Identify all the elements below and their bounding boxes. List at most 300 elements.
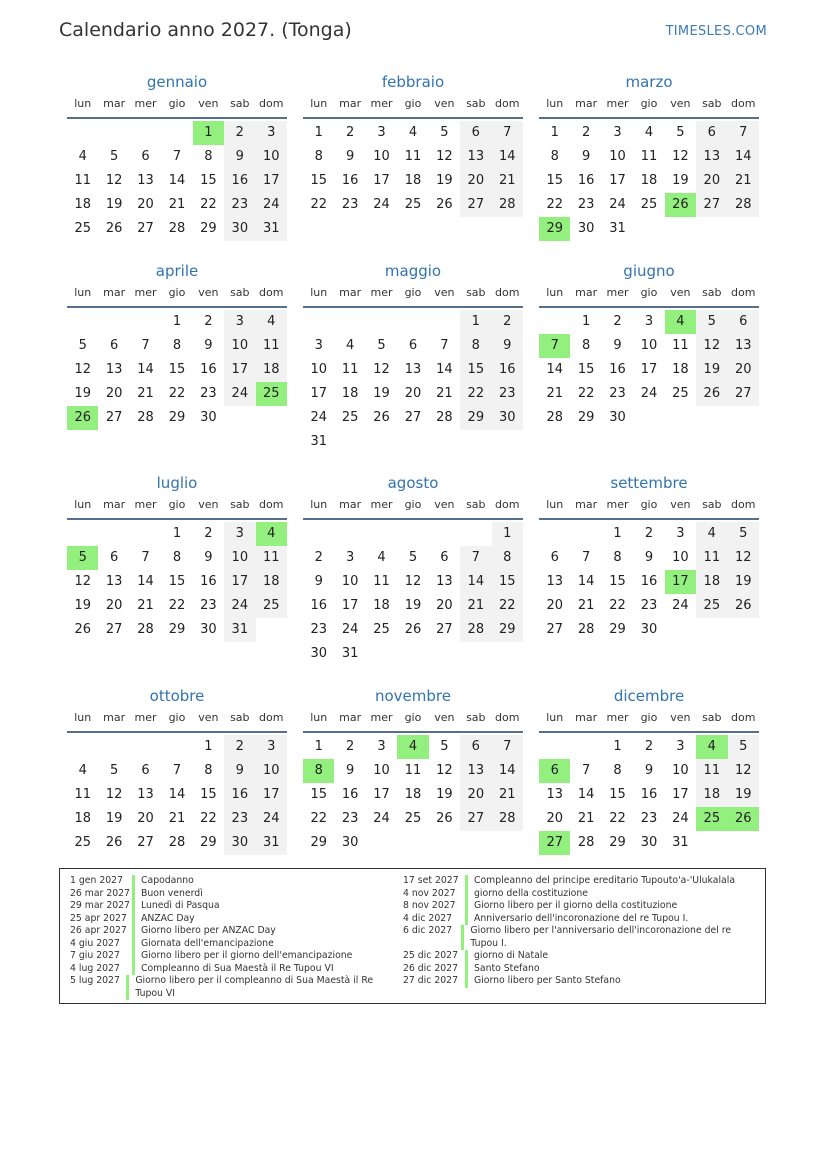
day-cell[interactable]: 3	[676, 739, 685, 754]
day-cell[interactable]: 20	[728, 358, 759, 382]
day-cell[interactable]: 21	[168, 811, 186, 826]
day-cell[interactable]: 28	[577, 622, 595, 637]
day-cell[interactable]: 27	[460, 193, 491, 217]
day-cell[interactable]: 25	[341, 410, 359, 425]
day-cell[interactable]: 12	[373, 362, 390, 377]
day-cell[interactable]: 27	[404, 410, 422, 425]
day-cell[interactable]: 9	[204, 338, 213, 353]
day-cell[interactable]: 19	[672, 173, 689, 188]
day-cell[interactable]: 17	[224, 570, 255, 594]
day-cell[interactable]: 18	[373, 598, 390, 613]
day-cell[interactable]: 1	[172, 314, 182, 329]
day-cell[interactable]: 3	[644, 314, 654, 329]
day-cell[interactable]: 13	[105, 362, 123, 377]
day-cell[interactable]: 2	[204, 526, 213, 541]
day-cell[interactable]: 8	[460, 334, 491, 358]
day-cell[interactable]: 9	[581, 149, 591, 164]
day-cell[interactable]: 27	[728, 382, 759, 406]
day-cell[interactable]: 12	[74, 574, 91, 589]
day-cell[interactable]: 20	[460, 169, 491, 193]
day-cell[interactable]: 11	[373, 574, 390, 589]
day-cell[interactable]: 16	[640, 787, 658, 802]
day-cell[interactable]: 9	[224, 759, 255, 783]
day-cell[interactable]: 30	[577, 221, 595, 236]
day-cell[interactable]: 12	[404, 574, 422, 589]
day-cell[interactable]: 29	[609, 622, 626, 637]
day-cell[interactable]: 2	[644, 526, 654, 541]
day-cell[interactable]: 22	[609, 598, 626, 613]
day-cell[interactable]: 15	[492, 570, 523, 594]
day-cell[interactable]: 14	[460, 570, 491, 594]
day-cell[interactable]: 31	[609, 221, 626, 236]
day-cell[interactable]: 13	[460, 145, 491, 169]
day-cell[interactable]: 29	[200, 221, 217, 236]
day-cell[interactable]: 16	[224, 169, 255, 193]
day-cell[interactable]: 8	[204, 149, 213, 164]
day-cell[interactable]: 21	[137, 386, 154, 401]
day-cell[interactable]: 3	[256, 735, 287, 759]
day-cell[interactable]: 22	[546, 197, 563, 212]
day-cell[interactable]: 10	[256, 759, 287, 783]
day-cell[interactable]: 5	[78, 338, 87, 353]
day-cell[interactable]: 8	[172, 338, 182, 353]
day-cell[interactable]: 8	[613, 763, 622, 778]
day-cell[interactable]: 5	[728, 735, 759, 759]
day-cell[interactable]: 10	[310, 362, 327, 377]
brand-link[interactable]: TIMESLES.COM	[665, 24, 767, 39]
day-cell[interactable]: 2	[644, 739, 654, 754]
holiday-day[interactable]: 26	[67, 406, 98, 430]
holiday-day[interactable]: 1	[193, 121, 224, 145]
day-cell[interactable]: 25	[74, 221, 91, 236]
day-cell[interactable]: 14	[137, 574, 154, 589]
day-cell[interactable]: 13	[436, 574, 453, 589]
day-cell[interactable]: 13	[105, 574, 123, 589]
day-cell[interactable]: 28	[460, 618, 491, 642]
day-cell[interactable]: 1	[613, 739, 622, 754]
day-cell[interactable]: 28	[577, 835, 595, 850]
day-cell[interactable]: 6	[109, 338, 119, 353]
day-cell[interactable]: 4	[696, 522, 727, 546]
day-cell[interactable]: 23	[224, 193, 255, 217]
day-cell[interactable]: 24	[609, 197, 626, 212]
day-cell[interactable]: 18	[640, 173, 658, 188]
day-cell[interactable]: 22	[200, 197, 217, 212]
day-cell[interactable]: 24	[256, 807, 287, 831]
day-cell[interactable]: 31	[224, 618, 255, 642]
day-cell[interactable]: 2	[314, 550, 323, 565]
day-cell[interactable]: 19	[696, 358, 727, 382]
day-cell[interactable]: 12	[728, 759, 759, 783]
day-cell[interactable]: 8	[314, 149, 323, 164]
day-cell[interactable]: 22	[460, 382, 491, 406]
day-cell[interactable]: 23	[640, 811, 658, 826]
day-cell[interactable]: 28	[546, 410, 563, 425]
day-cell[interactable]: 28	[137, 410, 154, 425]
day-cell[interactable]: 24	[224, 594, 255, 618]
holiday-day[interactable]: 4	[696, 735, 727, 759]
day-cell[interactable]: 2	[224, 735, 255, 759]
day-cell[interactable]: 26	[105, 221, 123, 236]
day-cell[interactable]: 18	[404, 173, 422, 188]
day-cell[interactable]: 18	[404, 787, 422, 802]
day-cell[interactable]: 30	[200, 410, 217, 425]
day-cell[interactable]: 23	[310, 622, 327, 637]
day-cell[interactable]: 13	[137, 173, 154, 188]
day-cell[interactable]: 17	[256, 783, 287, 807]
day-cell[interactable]: 31	[341, 646, 359, 661]
day-cell[interactable]: 21	[728, 169, 759, 193]
day-cell[interactable]: 16	[341, 787, 359, 802]
day-cell[interactable]: 24	[672, 811, 689, 826]
day-cell[interactable]: 14	[137, 362, 154, 377]
day-cell[interactable]: 17	[256, 169, 287, 193]
day-cell[interactable]: 27	[546, 622, 563, 637]
day-cell[interactable]: 29	[168, 622, 186, 637]
day-cell[interactable]: 9	[314, 574, 323, 589]
day-cell[interactable]: 12	[105, 173, 123, 188]
day-cell[interactable]: 11	[672, 338, 689, 353]
day-cell[interactable]: 8	[172, 550, 182, 565]
day-cell[interactable]: 17	[373, 173, 390, 188]
day-cell[interactable]: 6	[141, 763, 150, 778]
day-cell[interactable]: 12	[74, 362, 91, 377]
day-cell[interactable]: 8	[492, 546, 523, 570]
day-cell[interactable]: 12	[728, 546, 759, 570]
day-cell[interactable]: 7	[172, 149, 182, 164]
day-cell[interactable]: 3	[345, 550, 355, 565]
day-cell[interactable]: 30	[310, 646, 327, 661]
day-cell[interactable]: 30	[200, 622, 217, 637]
day-cell[interactable]: 12	[672, 149, 689, 164]
day-cell[interactable]: 10	[672, 550, 689, 565]
day-cell[interactable]: 7	[728, 121, 759, 145]
day-cell[interactable]: 5	[109, 149, 119, 164]
day-cell[interactable]: 29	[200, 835, 217, 850]
day-cell[interactable]: 16	[224, 783, 255, 807]
day-cell[interactable]: 10	[341, 574, 359, 589]
day-cell[interactable]: 7	[460, 546, 491, 570]
day-cell[interactable]: 22	[492, 594, 523, 618]
day-cell[interactable]: 26	[696, 382, 727, 406]
day-cell[interactable]: 12	[696, 334, 727, 358]
day-cell[interactable]: 3	[224, 522, 255, 546]
day-cell[interactable]: 19	[404, 598, 422, 613]
day-cell[interactable]: 15	[200, 787, 217, 802]
day-cell[interactable]: 21	[492, 169, 523, 193]
day-cell[interactable]: 13	[696, 145, 727, 169]
day-cell[interactable]: 21	[492, 783, 523, 807]
day-cell[interactable]: 18	[74, 811, 91, 826]
day-cell[interactable]: 19	[105, 811, 123, 826]
day-cell[interactable]: 26	[74, 622, 91, 637]
day-cell[interactable]: 17	[310, 386, 327, 401]
day-cell[interactable]: 17	[341, 598, 359, 613]
day-cell[interactable]: 14	[168, 173, 186, 188]
day-cell[interactable]: 18	[341, 386, 359, 401]
day-cell[interactable]: 24	[672, 598, 689, 613]
day-cell[interactable]: 7	[440, 338, 449, 353]
day-cell[interactable]: 18	[256, 570, 287, 594]
day-cell[interactable]: 20	[105, 598, 123, 613]
day-cell[interactable]: 18	[256, 358, 287, 382]
day-cell[interactable]: 13	[137, 787, 154, 802]
day-cell[interactable]: 5	[109, 763, 119, 778]
day-cell[interactable]: 27	[105, 410, 123, 425]
day-cell[interactable]: 19	[105, 197, 123, 212]
day-cell[interactable]: 17	[672, 787, 689, 802]
day-cell[interactable]: 13	[460, 759, 491, 783]
day-cell[interactable]: 11	[404, 763, 422, 778]
day-cell[interactable]: 11	[74, 787, 91, 802]
day-cell[interactable]: 24	[640, 386, 658, 401]
day-cell[interactable]: 29	[492, 618, 523, 642]
holiday-day[interactable]: 26	[728, 807, 759, 831]
day-cell[interactable]: 1	[204, 739, 213, 754]
day-cell[interactable]: 29	[168, 410, 186, 425]
holiday-day[interactable]: 17	[665, 570, 696, 594]
day-cell[interactable]: 4	[78, 149, 87, 164]
day-cell[interactable]: 15	[609, 787, 626, 802]
day-cell[interactable]: 24	[224, 382, 255, 406]
day-cell[interactable]: 25	[672, 386, 689, 401]
day-cell[interactable]: 23	[492, 382, 523, 406]
day-cell[interactable]: 20	[404, 386, 422, 401]
day-cell[interactable]: 8	[581, 338, 591, 353]
day-cell[interactable]: 19	[373, 386, 390, 401]
day-cell[interactable]: 3	[256, 121, 287, 145]
day-cell[interactable]: 15	[310, 173, 327, 188]
day-cell[interactable]: 15	[168, 362, 186, 377]
day-cell[interactable]: 23	[609, 386, 626, 401]
day-cell[interactable]: 10	[640, 338, 658, 353]
day-cell[interactable]: 5	[728, 522, 759, 546]
day-cell[interactable]: 1	[581, 314, 591, 329]
day-cell[interactable]: 15	[577, 362, 595, 377]
day-cell[interactable]: 19	[74, 386, 91, 401]
day-cell[interactable]: 3	[613, 125, 622, 140]
day-cell[interactable]: 15	[609, 574, 626, 589]
day-cell[interactable]: 31	[256, 217, 287, 241]
day-cell[interactable]: 18	[672, 362, 689, 377]
day-cell[interactable]: 18	[696, 570, 727, 594]
day-cell[interactable]: 17	[640, 362, 658, 377]
holiday-day[interactable]: 7	[539, 334, 570, 358]
day-cell[interactable]: 5	[440, 739, 449, 754]
day-cell[interactable]: 14	[577, 787, 595, 802]
day-cell[interactable]: 25	[373, 622, 390, 637]
day-cell[interactable]: 13	[404, 362, 422, 377]
day-cell[interactable]: 28	[436, 410, 453, 425]
day-cell[interactable]: 29	[460, 406, 491, 430]
day-cell[interactable]: 25	[640, 197, 658, 212]
day-cell[interactable]: 19	[728, 783, 759, 807]
day-cell[interactable]: 11	[256, 546, 287, 570]
day-cell[interactable]: 28	[728, 193, 759, 217]
day-cell[interactable]: 27	[137, 835, 154, 850]
day-cell[interactable]: 6	[460, 735, 491, 759]
day-cell[interactable]: 21	[577, 811, 595, 826]
day-cell[interactable]: 27	[436, 622, 453, 637]
day-cell[interactable]: 5	[377, 338, 386, 353]
day-cell[interactable]: 10	[672, 763, 689, 778]
day-cell[interactable]: 29	[609, 835, 626, 850]
day-cell[interactable]: 19	[436, 787, 453, 802]
day-cell[interactable]: 6	[460, 121, 491, 145]
day-cell[interactable]: 5	[676, 125, 685, 140]
day-cell[interactable]: 4	[408, 125, 418, 140]
day-cell[interactable]: 26	[436, 197, 453, 212]
day-cell[interactable]: 14	[546, 362, 563, 377]
day-cell[interactable]: 11	[256, 334, 287, 358]
day-cell[interactable]: 25	[256, 594, 287, 618]
day-cell[interactable]: 13	[546, 787, 563, 802]
day-cell[interactable]: 2	[613, 314, 622, 329]
day-cell[interactable]: 28	[492, 193, 523, 217]
day-cell[interactable]: 15	[546, 173, 563, 188]
holiday-day[interactable]: 27	[539, 831, 570, 855]
day-cell[interactable]: 24	[256, 193, 287, 217]
day-cell[interactable]: 1	[613, 526, 622, 541]
day-cell[interactable]: 6	[728, 310, 759, 334]
day-cell[interactable]: 9	[204, 550, 213, 565]
day-cell[interactable]: 9	[345, 149, 355, 164]
day-cell[interactable]: 20	[546, 811, 563, 826]
day-cell[interactable]: 11	[640, 149, 658, 164]
day-cell[interactable]: 7	[141, 338, 150, 353]
day-cell[interactable]: 13	[728, 334, 759, 358]
day-cell[interactable]: 3	[224, 310, 255, 334]
day-cell[interactable]: 21	[577, 598, 595, 613]
day-cell[interactable]: 21	[460, 594, 491, 618]
day-cell[interactable]: 23	[640, 598, 658, 613]
day-cell[interactable]: 7	[141, 550, 150, 565]
day-cell[interactable]: 18	[696, 783, 727, 807]
day-cell[interactable]: 6	[550, 550, 559, 565]
day-cell[interactable]: 3	[676, 526, 685, 541]
day-cell[interactable]: 14	[728, 145, 759, 169]
day-cell[interactable]: 14	[492, 759, 523, 783]
day-cell[interactable]: 20	[460, 783, 491, 807]
day-cell[interactable]: 11	[696, 759, 727, 783]
day-cell[interactable]: 3	[377, 739, 386, 754]
day-cell[interactable]: 11	[341, 362, 359, 377]
day-cell[interactable]: 30	[224, 831, 255, 855]
day-cell[interactable]: 1	[492, 522, 523, 546]
day-cell[interactable]: 15	[168, 574, 186, 589]
day-cell[interactable]: 30	[609, 410, 626, 425]
day-cell[interactable]: 9	[224, 145, 255, 169]
day-cell[interactable]: 24	[310, 410, 327, 425]
day-cell[interactable]: 12	[436, 763, 453, 778]
day-cell[interactable]: 10	[373, 763, 390, 778]
holiday-day[interactable]: 29	[539, 217, 570, 241]
day-cell[interactable]: 7	[492, 735, 523, 759]
day-cell[interactable]: 22	[200, 811, 217, 826]
day-cell[interactable]: 10	[224, 334, 255, 358]
day-cell[interactable]: 31	[310, 434, 327, 449]
day-cell[interactable]: 20	[137, 197, 154, 212]
day-cell[interactable]: 16	[609, 362, 626, 377]
day-cell[interactable]: 16	[341, 173, 359, 188]
holiday-day[interactable]: 26	[665, 193, 696, 217]
day-cell[interactable]: 30	[640, 622, 658, 637]
day-cell[interactable]: 21	[168, 197, 186, 212]
day-cell[interactable]: 16	[492, 358, 523, 382]
day-cell[interactable]: 24	[373, 811, 390, 826]
day-cell[interactable]: 10	[224, 546, 255, 570]
day-cell[interactable]: 23	[341, 811, 359, 826]
day-cell[interactable]: 7	[172, 763, 182, 778]
day-cell[interactable]: 4	[644, 125, 654, 140]
day-cell[interactable]: 15	[460, 358, 491, 382]
day-cell[interactable]: 11	[696, 546, 727, 570]
day-cell[interactable]: 29	[577, 410, 595, 425]
day-cell[interactable]: 17	[373, 787, 390, 802]
day-cell[interactable]: 20	[137, 811, 154, 826]
day-cell[interactable]: 23	[224, 807, 255, 831]
day-cell[interactable]: 10	[609, 149, 626, 164]
day-cell[interactable]: 6	[109, 550, 119, 565]
day-cell[interactable]: 23	[200, 386, 217, 401]
day-cell[interactable]: 30	[224, 217, 255, 241]
day-cell[interactable]: 9	[644, 763, 654, 778]
day-cell[interactable]: 19	[728, 570, 759, 594]
holiday-day[interactable]: 8	[303, 759, 334, 783]
day-cell[interactable]: 19	[436, 173, 453, 188]
day-cell[interactable]: 30	[492, 406, 523, 430]
day-cell[interactable]: 25	[404, 811, 422, 826]
day-cell[interactable]: 22	[609, 811, 626, 826]
day-cell[interactable]: 5	[696, 310, 727, 334]
day-cell[interactable]: 26	[436, 811, 453, 826]
day-cell[interactable]: 16	[310, 598, 327, 613]
day-cell[interactable]: 28	[137, 622, 154, 637]
day-cell[interactable]: 11	[74, 173, 91, 188]
day-cell[interactable]: 6	[408, 338, 418, 353]
day-cell[interactable]: 17	[224, 358, 255, 382]
day-cell[interactable]: 31	[672, 835, 689, 850]
day-cell[interactable]: 24	[373, 197, 390, 212]
day-cell[interactable]: 26	[728, 594, 759, 618]
day-cell[interactable]: 10	[256, 145, 287, 169]
day-cell[interactable]: 22	[168, 598, 186, 613]
day-cell[interactable]: 23	[577, 197, 595, 212]
day-cell[interactable]: 20	[546, 598, 563, 613]
day-cell[interactable]: 9	[613, 338, 622, 353]
day-cell[interactable]: 22	[577, 386, 595, 401]
day-cell[interactable]: 8	[613, 550, 622, 565]
day-cell[interactable]: 25	[696, 594, 727, 618]
day-cell[interactable]: 2	[204, 314, 213, 329]
day-cell[interactable]: 14	[577, 574, 595, 589]
day-cell[interactable]: 10	[373, 149, 390, 164]
day-cell[interactable]: 1	[550, 125, 559, 140]
day-cell[interactable]: 20	[696, 169, 727, 193]
day-cell[interactable]: 21	[546, 386, 563, 401]
day-cell[interactable]: 1	[314, 125, 323, 140]
day-cell[interactable]: 25	[74, 835, 91, 850]
holiday-day[interactable]: 5	[67, 546, 98, 570]
day-cell[interactable]: 16	[200, 574, 217, 589]
day-cell[interactable]: 19	[74, 598, 91, 613]
day-cell[interactable]: 2	[345, 125, 355, 140]
day-cell[interactable]: 9	[492, 334, 523, 358]
day-cell[interactable]: 30	[640, 835, 658, 850]
day-cell[interactable]: 16	[577, 173, 595, 188]
day-cell[interactable]: 23	[200, 598, 217, 613]
day-cell[interactable]: 31	[256, 831, 287, 855]
